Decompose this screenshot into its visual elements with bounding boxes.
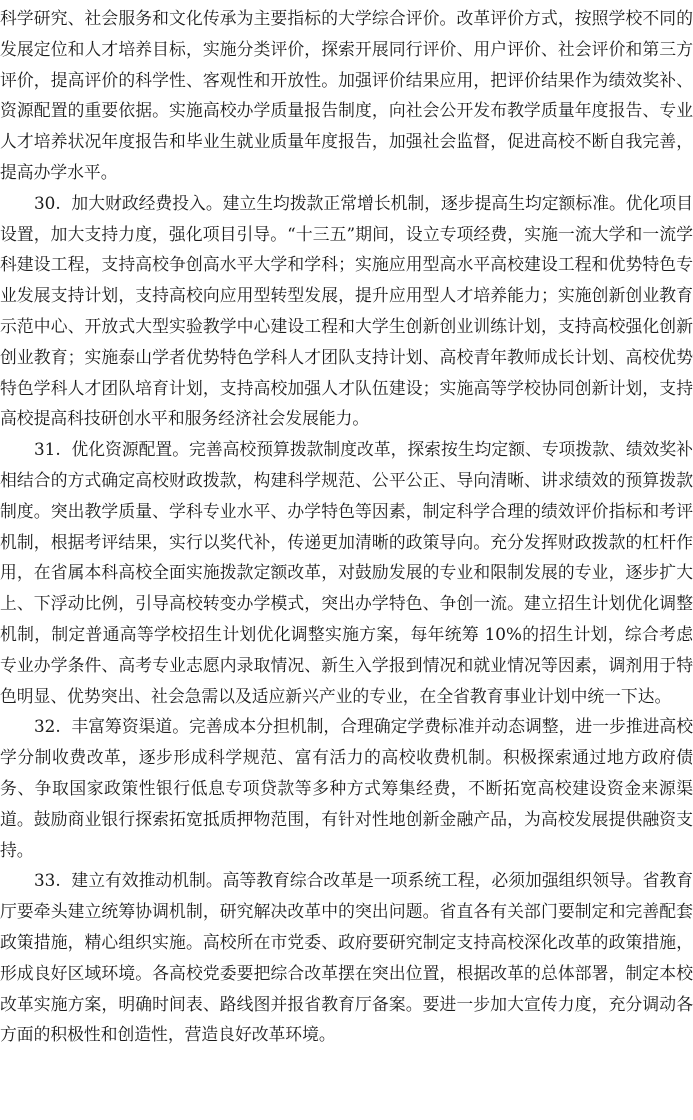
paragraph-continued	[0, 3, 693, 188]
paragraph-text: 完善成本分担机制，合理确定学费标准并动态调整，进一步推进高校学分制收费改革，逐步形成科学规范、富有活力的高校收费机制。积极探索通过地方政府债务、争取国家政策性银行低息专项贷款等多种方式筹集经费，不断拓宽高校建设资金来源渠道。鼓励商业银行探索拓宽抵质押物范围，有针对性地创新金融产品，为高校发展提供融资支持。	[0, 716, 693, 860]
paragraph-heading: 加大财政经费投入。	[71, 192, 223, 213]
paragraph-number: 33.	[34, 870, 61, 891]
paragraph-number: 31.	[34, 439, 61, 460]
paragraph-number: 32.	[34, 716, 61, 737]
paragraph-30	[0, 188, 693, 434]
paragraph-heading: 丰富筹资渠道。	[71, 716, 190, 737]
paragraph-32	[0, 711, 693, 865]
paragraph-text: 高等教育综合改革是一项系统工程，必须加强组织领导。省教育厅要牵头建立统筹协调机制，研究解决改革中的突出问题。省直各有关部门要制定和完善配套政策措施，精心组织实施。高校所在市党委、政府要研究制定支持高校深化改革的政策措施，形成良好区域环境。各高校党委要把综合改革摆在突出位置，根据改革的总体部署，制定本校改革实施方案，明确时间表、路线图并报省教育厅备案。要进一步加大宣传力度，充分调动各方面的积极性和创造性，营造良好改革环境。	[0, 870, 693, 1045]
paragraph-heading: 建立有效推动机制。	[71, 870, 223, 891]
paragraph-text: 完善高校预算拨款制度改革，探索按生均定额、专项拨款、绩效奖补相结合的方式确定高校财政拨款，构建科学规范、公平公正、导向清晰、讲求绩效的预算拨款制度。突出教学质量、学科专业水平、办学特色等因素，制定科学合理的绩效评价指标和考评机制，根据考评结果，实行以奖代补，传递更加清晰的政策导向。充分发挥财政拨款的杠杆作用，在省属本科高校全面实施拨款定额改革，对鼓励发展的专业和限制发展的专业，逐步扩大上、下浮动比例，引导高校转变办学模式，突出办学特色、争创一流。建立招生计划优化调整机制，制定普通高等学校招生计划优化调整实施方案，每年统筹 10%的招生计划，综合考虑专业办学条件、高考专业志愿内录取情况、新生入学报到情况和就业情况等因素，调剂用于特色明显、优势突出、社会急需以及适应新兴产业的专业，在全省教育事业计划中统一下达。	[0, 439, 693, 706]
paragraph-text: 科学研究、社会服务和文化传承为主要指标的大学综合评价。改革评价方式，按照学校不同的发展定位和人才培养目标，实施分类评价，探索开展同行评价、用户评价、社会评价和第三方评价，提高评价的科学性、客观性和开放性。加强评价结果应用，把评价结果作为绩效奖补、资源配置的重要依据。实施高校办学质量报告制度，向社会公开发布教学质量年度报告、专业人才培养状况年度报告和毕业生就业质量年度报告，加强社会监督，促进高校不断自我完善，提高办学水平。	[0, 8, 693, 182]
paragraph-heading: 优化资源配置。	[71, 439, 190, 460]
paragraph-33	[0, 865, 693, 1050]
paragraph-31	[0, 434, 693, 711]
paragraph-text: 建立生均拨款正常增长机制，逐步提高生均定额标准。优化项目设置，加大支持力度，强化项目引导。“十三五”期间，设立专项经费，实施一流大学和一流学科建设工程，支持高校争创高水平大学和学科；实施应用型高水平高校建设工程和优势特色专业发展支持计划，支持高校向应用型转型发展，提升应用型人才培养能力；实施创新创业教育示范中心、开放式大型实验教学中心建设工程和大学生创新创业训练计划，支持高校强化创新创业教育；实施泰山学者优势特色学科人才团队支持计划、高校青年教师成长计划、高校优势特色学科人才团队培育计划，支持高校加强人才队伍建设；实施高等学校协同创新计划，支持高校提高科技研创水平和服务经济社会发展能力。	[0, 192, 693, 429]
paragraph-number: 30.	[34, 192, 61, 213]
